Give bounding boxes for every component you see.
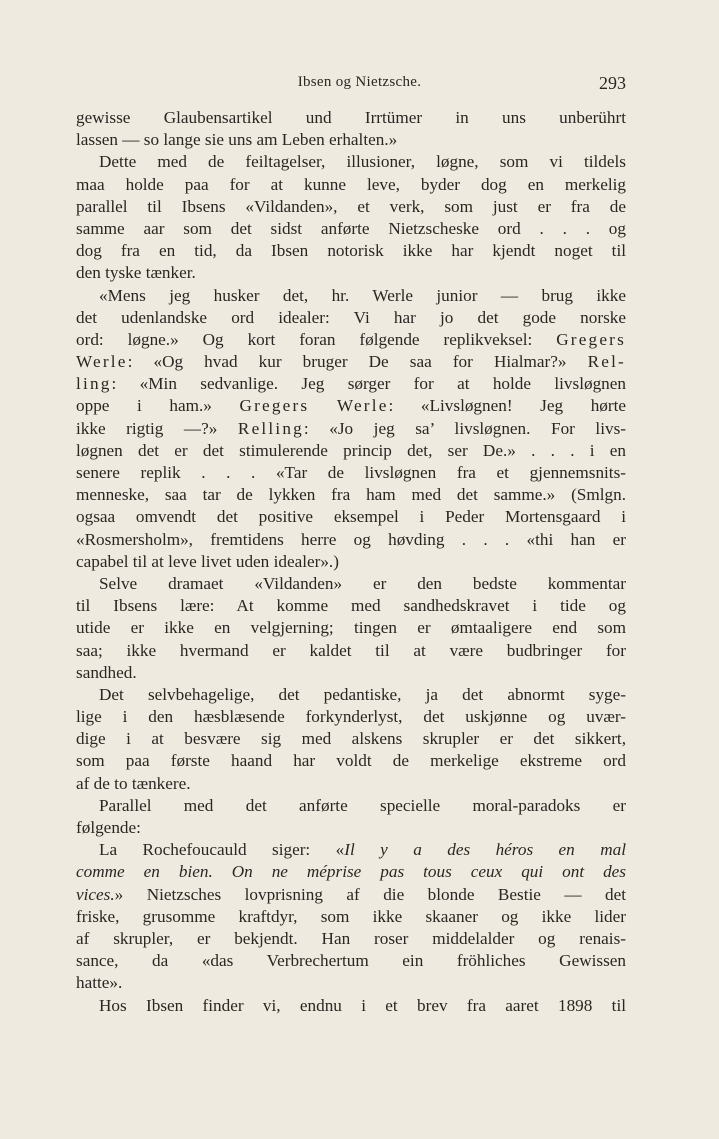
text-line: af skrupler, er bekjendt. Han roser middelalder og renais-: [76, 928, 626, 948]
text-line: La Rochefoucauld siger: «Il y a des héros en mal: [99, 840, 626, 860]
page-number: 293: [599, 73, 626, 93]
text-line: lassen — so lange sie uns am Leben erhalten.»: [76, 130, 398, 150]
body-text: [76, 107, 626, 1017]
text-line: af de to tænkere.: [76, 773, 191, 793]
text-line: sandhed.: [76, 662, 137, 682]
text-line: saa; ikke hvermand er kaldet til at være budbringer for: [76, 640, 626, 660]
text-line: det udenlandske ord idealer: Vi har jo det gode norske: [76, 307, 626, 327]
text-line: følgende:: [76, 818, 141, 837]
running-head-title: Ibsen og Nietzsche.: [297, 74, 422, 90]
text-line: sance, da «das Verbrechertum ein fröhliches Gewissen: [76, 951, 626, 971]
text-line: Dette med de feiltagelser, illusioner, løgne, som vi tildels: [99, 152, 626, 172]
text-line: hatte».: [76, 973, 123, 993]
text-line: ling: «Min sedvanlige. Jeg sørger for at holde livsløgnen: [76, 374, 626, 394]
text-line: «Mens jeg husker det, hr. Werle junior — brug ikke: [99, 285, 626, 305]
text-line: senere replik . . . «Tar de livsløgnen fra et gjennemsnits-: [76, 463, 626, 482]
text-line: «Rosmersholm», fremtidens herre og høvding . . . «thi han er: [76, 529, 626, 549]
text-line: den tyske tænker.: [76, 263, 196, 283]
text-line: Werle: «Og hvad kur bruger De saa for Hialmar?» Rel-: [76, 352, 626, 372]
text-line: løgnen det er det stimulerende princip det, ser De.» . . . i en: [76, 440, 626, 460]
text-line: til Ibsens lære: At komme med sandhedskravet i tide og: [76, 596, 626, 616]
text-line: dige i at besvære sig med alskens skrupler er det sikkert,: [76, 729, 626, 749]
text-line: som paa første haand har voldt de merkelige ekstreme ord: [76, 751, 626, 771]
text-line: samme aar som det sidst anførte Nietzscheske ord . . . og: [76, 218, 626, 238]
text-line: parallel til Ibsens «Vildanden», et verk, som just er fra de: [76, 196, 626, 216]
text-line: vices.» Nietzsches lovprisning af die blonde Bestie — det: [76, 884, 626, 904]
text-line: dog fra en tid, da Ibsen notorisk ikke har kjendt noget til: [76, 241, 626, 261]
text-line: friske, grusomme kraftdyr, som ikke skaaner og ikke lider: [76, 906, 626, 926]
running-head: [0, 74, 719, 98]
text-line: Det selvbehagelige, det pedantiske, ja det abnormt syge-: [99, 684, 626, 704]
text-line: ogsaa omvendt det positive eksempel i Peder Mortensgaard i: [76, 507, 626, 527]
text-line: ikke rigtig —?» Relling: «Jo jeg sa’ livsløgnen. For livs-: [76, 418, 626, 438]
text-line: Selve dramaet «Vildanden» er den bedste kommentar: [99, 573, 626, 593]
text-line: Hos Ibsen finder vi, endnu i et brev fra aaret 1898 til: [99, 995, 626, 1015]
text-line: maa holde paa for at kunne leve, byder dog en merkelig: [76, 174, 626, 194]
text-line: oppe i ham.» Gregers Werle: «Livsløgnen! Jeg hørte: [76, 396, 627, 416]
text-line: menneske, saa tar de lykken fra ham med det samme.» (Smlgn.: [76, 485, 626, 505]
text-line: utide er ikke en velgjerning; tingen er ømtaaligere end som: [76, 618, 626, 638]
text-line: comme en bien. On ne méprise pas tous ceux qui ont des: [76, 862, 626, 882]
text-line: capabel til at leve livet uden idealer».): [76, 551, 339, 571]
text-line: ord: løgne.» Og kort foran følgende replikveksel: Gregers: [76, 329, 626, 349]
text-line: lige i den hæsblæsende forkynderlyst, det uskjønne og uvær-: [76, 707, 626, 727]
text-line: gewisse Glaubensartikel und Irrtümer in uns unberührt: [76, 108, 626, 127]
text-line: Parallel med det anførte specielle moral-paradoks er: [99, 795, 626, 815]
